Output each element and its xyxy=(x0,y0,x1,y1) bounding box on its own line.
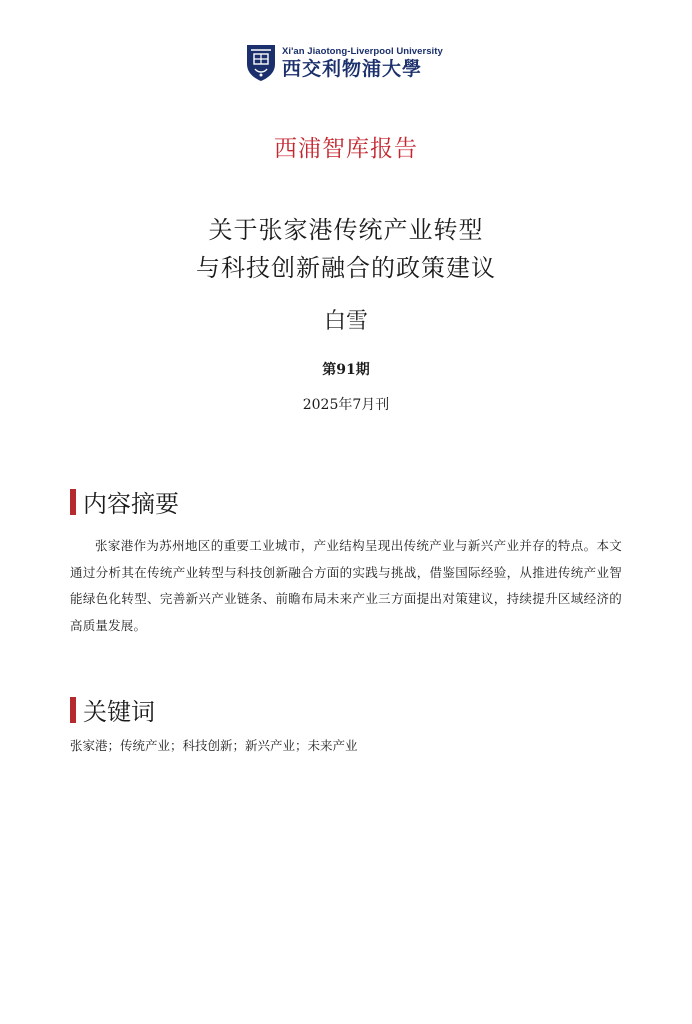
report-date: 2025年7月刊 xyxy=(302,397,390,413)
report-issue-number: 第91期 xyxy=(322,362,370,378)
heading-accent-bar xyxy=(70,697,76,723)
abstract-body: 张家港作为苏州地区的重要工业城市，产业结构呈现出传统产业与新兴产业并存的特点。本文通过分析其在传统产业转型与科技创新融合方面的实践与挑战，借鉴国际经验，从推进传统产业智能绿色化转型、完善新兴产业链条、前瞻布局未来产业三方面提出对策建议，持续提升区域经济的高质量发展。 xyxy=(70,538,622,633)
report-series-label: 西浦智库报告 xyxy=(274,136,418,162)
university-logo xyxy=(246,44,443,82)
university-chinese-name: 西交利物浦大學 xyxy=(282,57,423,80)
keywords-list: 张家港；传统产业；科技创新；新兴产业；未来产业 xyxy=(70,738,358,753)
report-title-line-2: 与科技创新融合的政策建议 xyxy=(196,254,496,282)
report-title xyxy=(0,211,692,287)
keywords-heading xyxy=(70,692,155,727)
report-author: 白雪 xyxy=(323,309,368,334)
university-crest-icon xyxy=(246,44,276,82)
abstract-heading xyxy=(70,484,179,519)
university-english-name: Xi'an Jiaotong-Liverpool University xyxy=(282,45,443,57)
abstract-heading-text: 内容摘要 xyxy=(83,490,179,518)
keywords-heading-text: 关键词 xyxy=(83,698,155,726)
heading-accent-bar xyxy=(70,489,76,515)
report-title-line-1: 关于张家港传统产业转型 xyxy=(208,216,484,244)
